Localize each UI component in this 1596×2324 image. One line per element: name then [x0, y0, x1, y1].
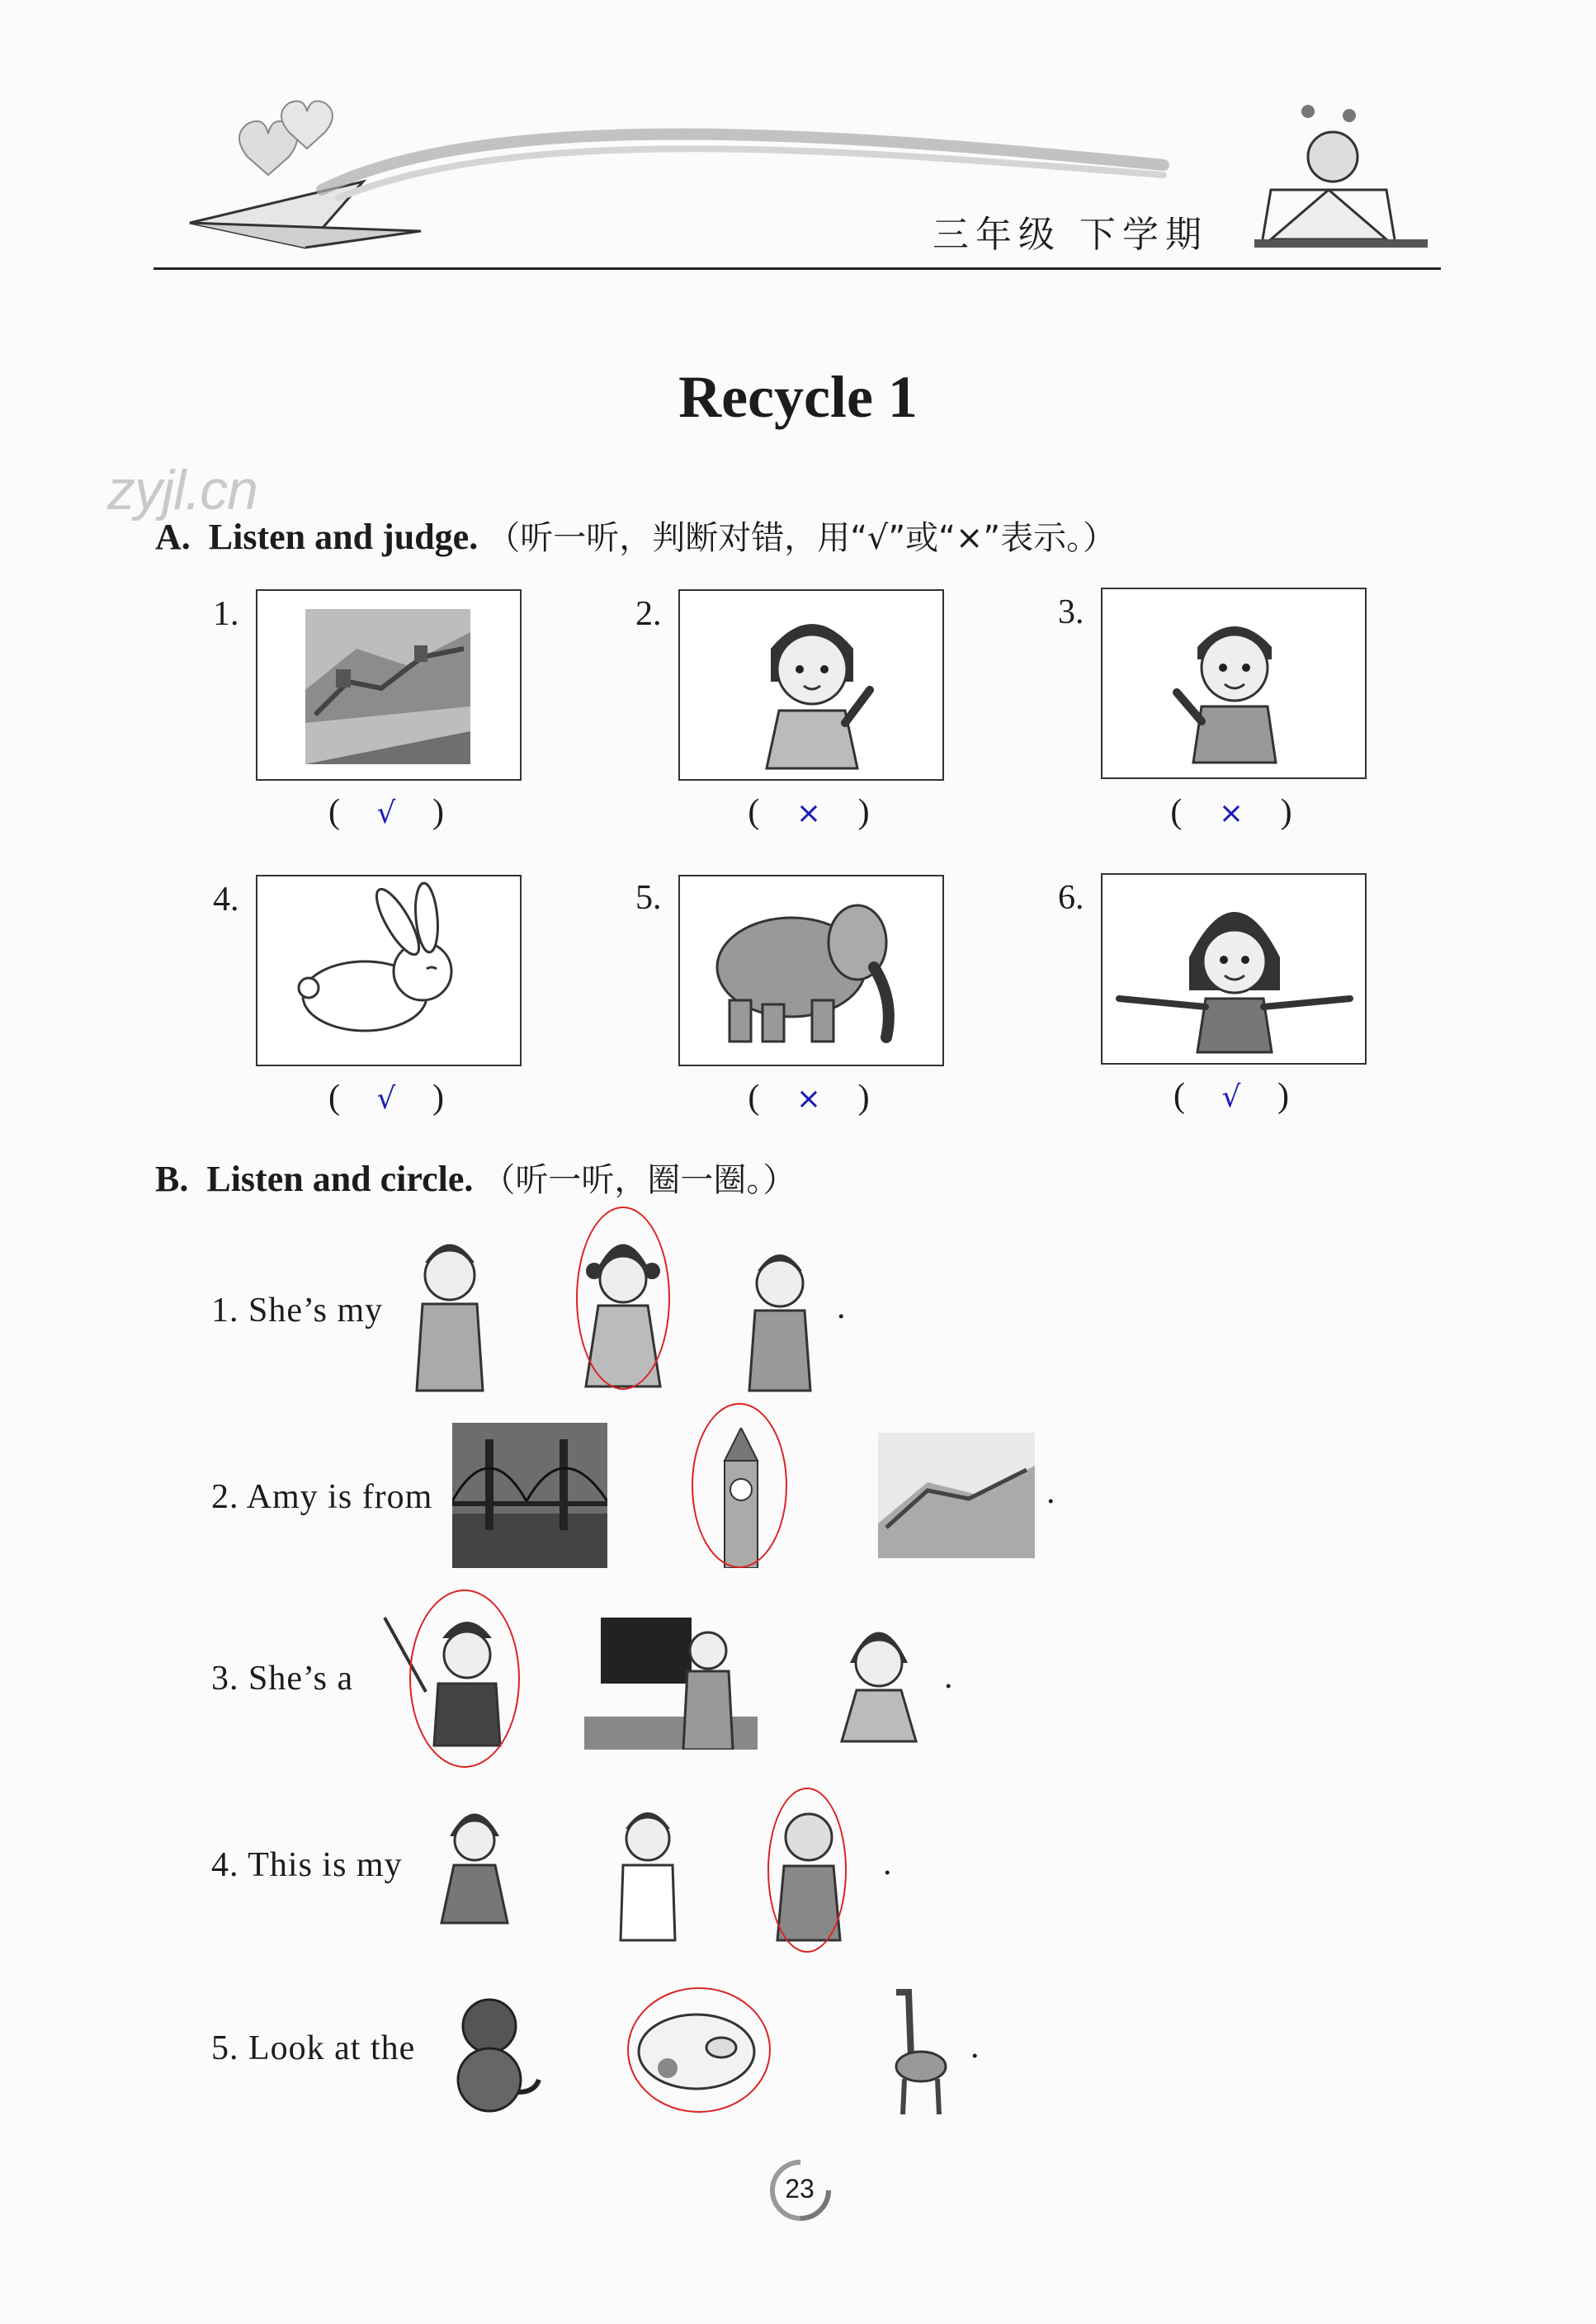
item-b1-answer-circle: [576, 1207, 670, 1390]
item-a6-mark: √: [1221, 1080, 1241, 1114]
item-a4-mark: √: [376, 1082, 396, 1116]
item-a6-picture: [1101, 873, 1367, 1065]
item-a5-picture: [678, 875, 944, 1066]
item-b1-end: .: [837, 1288, 846, 1326]
item-b4-answer-circle: [767, 1788, 847, 1953]
header-decoration: [173, 99, 1461, 272]
item-b1-sentence: 1. She’s my: [211, 1292, 384, 1330]
elephant-icon: [680, 876, 942, 1065]
item-b4-end: .: [883, 1845, 892, 1882]
item-a1-answer: ( √ ): [328, 793, 444, 831]
watermark: zyjl.cn: [107, 459, 257, 522]
item-b5-answer-circle: [627, 1987, 771, 2113]
page-title: Recycle 1: [678, 364, 918, 430]
item-b5-option-1-dog-icon[interactable]: [444, 1989, 543, 2113]
paper-plane-icon: [190, 182, 421, 248]
section-a-label: A.: [155, 517, 191, 557]
item-b2-answer-circle: [692, 1403, 787, 1568]
section-b-heading: [155, 1154, 796, 1201]
item-a5-number: 5.: [635, 879, 662, 917]
item-a3-answer: ( × ): [1170, 793, 1292, 831]
item-a6-number: 6.: [1058, 879, 1084, 917]
item-a3-mark: ×: [1218, 796, 1244, 830]
section-a-title: Listen and judge.: [208, 517, 479, 557]
item-a2-number: 2.: [635, 595, 662, 633]
item-b3-answer-circle: [409, 1589, 520, 1768]
item-a4-number: 4.: [213, 881, 239, 919]
item-b3-end: .: [944, 1658, 953, 1696]
item-b2-sentence: 2. Amy is from: [211, 1478, 433, 1516]
girl-reading-book-icon: [1254, 105, 1428, 248]
item-b2-option-3-great-wall-icon[interactable]: [878, 1433, 1035, 1558]
item-b2-end: .: [1046, 1473, 1055, 1511]
item-a2-picture: [678, 589, 944, 781]
item-a5-answer: ( × ): [748, 1079, 870, 1117]
rabbit-icon: [257, 876, 520, 1065]
section-b-title: Listen and circle.: [206, 1159, 474, 1199]
item-a3-picture: [1101, 588, 1367, 779]
heart-balloons-icon: [239, 102, 333, 175]
item-b5-end: .: [970, 2028, 980, 2066]
item-b3-option-2-teacher-man-icon[interactable]: [584, 1618, 758, 1750]
item-a5-mark: ×: [796, 1082, 822, 1116]
girl-arms-open-icon: [1103, 875, 1365, 1063]
header-rule: [153, 267, 1441, 270]
item-b1-option-1-boy-icon[interactable]: [404, 1230, 495, 1395]
item-a6-answer: ( √ ): [1173, 1077, 1289, 1115]
item-b5-sentence: 5. Look at the: [211, 2029, 416, 2067]
grade-label: 三年级 下学期: [933, 214, 1208, 256]
section-b-label: B.: [155, 1159, 189, 1199]
item-a2-answer: ( × ): [748, 793, 870, 831]
item-a1-number: 1.: [213, 595, 239, 633]
section-b-instruction: （听一听，圈一圈。）: [482, 1161, 796, 1199]
girl-icon: [680, 591, 942, 779]
item-b4-option-1-girl-icon[interactable]: [437, 1799, 512, 1939]
item-a4-picture: [256, 875, 522, 1066]
item-b1-option-3-boy-icon[interactable]: [734, 1238, 825, 1395]
item-a2-mark: ×: [796, 796, 822, 830]
item-a4-answer: ( √ ): [328, 1079, 444, 1117]
item-a1-picture: [256, 589, 522, 781]
section-a-instruction: （听一听，判断对错，用“√”或“×”表示。）: [487, 519, 1117, 557]
item-a3-number: 3.: [1058, 593, 1084, 631]
section-a-heading: [155, 512, 1116, 559]
item-b5-option-3-giraffe-icon[interactable]: [880, 1984, 954, 2116]
item-a1-mark: √: [376, 796, 396, 830]
boy-waving-icon: [1103, 589, 1365, 777]
item-b3-sentence: 3. She’s a: [211, 1660, 354, 1698]
page-number: 23: [785, 2174, 815, 2204]
great-wall-icon: [257, 591, 520, 779]
item-b4-sentence: 4. This is my: [211, 1846, 403, 1884]
item-b2-option-1-bridge-icon[interactable]: [452, 1423, 607, 1568]
item-b3-option-3-girl-icon[interactable]: [833, 1618, 924, 1758]
item-b4-option-2-boy-icon[interactable]: [602, 1796, 693, 1944]
